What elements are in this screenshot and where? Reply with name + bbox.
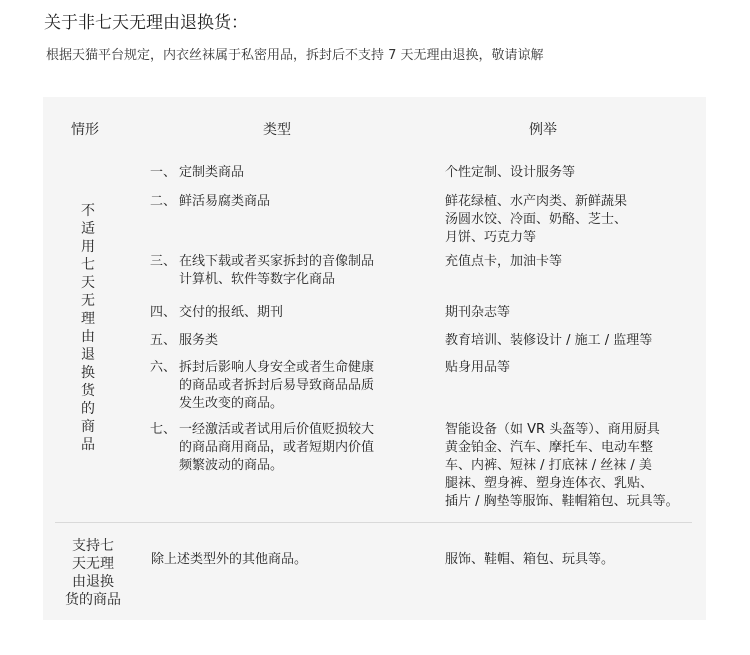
- row-type-line: 频繁波动的商品。: [179, 458, 284, 473]
- row-number: 五、: [150, 333, 177, 348]
- row-example-line: 月饼、巧克力等: [445, 230, 537, 245]
- row-type-line: 一经激活或者试用后价值贬损较大: [179, 422, 375, 437]
- row-example: [445, 421, 705, 511]
- row-type-line: 的商品或者拆封后易导致商品品质: [179, 378, 375, 393]
- row-example-line: 黄金铂金、汽车、摩托车、电动车整: [445, 440, 654, 455]
- row-number: 一、: [150, 165, 177, 180]
- row-type-line: 鲜活易腐类商品: [179, 194, 271, 209]
- group-label-char: 品: [81, 437, 95, 453]
- row-type-line: 计算机、软件等数字化商品: [179, 272, 336, 287]
- group2-label-line: 天无理: [72, 556, 114, 572]
- row-type-line: 服务类: [179, 333, 219, 348]
- row-example: [445, 253, 705, 271]
- group2-label-line: 货的商品: [65, 592, 121, 608]
- group2-example: 服饰、鞋帽、箱包、玩具等。: [445, 552, 615, 567]
- row-number: 二、: [150, 194, 177, 209]
- row-type-line: 交付的报纸、期刊: [179, 305, 284, 320]
- group-label-char: 货: [81, 383, 95, 399]
- header-example: 例举: [529, 122, 557, 138]
- group-label-char: 的: [81, 401, 95, 417]
- row-example-line: 车、内裤、短袜 / 打底袜 / 丝袜 / 美: [445, 458, 652, 473]
- row-example-line: 插片 / 胸垫等服饰、鞋帽箱包、玩具等。: [445, 494, 679, 509]
- row-type-line: 在线下载或者买家拆封的音像制品: [179, 254, 375, 269]
- group-label-char: 适: [81, 221, 95, 237]
- row-example: [445, 164, 705, 182]
- group2-type: 除上述类型外的其他商品。: [151, 552, 308, 567]
- policy-table: [43, 97, 706, 620]
- group-label-char: 七: [81, 257, 95, 273]
- row-type-line: 定制类商品: [179, 165, 245, 180]
- group-label-char: 无: [81, 293, 95, 309]
- row-number: 六、: [150, 360, 177, 375]
- row-example: [445, 193, 705, 247]
- row-example-line: 教育培训、装修设计 / 施工 / 监理等: [445, 333, 653, 348]
- row-type: [179, 332, 439, 350]
- row-example-line: 腿袜、塑身裤、塑身连体衣、乳贴、: [445, 476, 654, 491]
- group-label-char: 用: [81, 239, 95, 255]
- row-type-line: 的商品商用商品，或者短期内价值: [179, 440, 375, 455]
- group-label-char: 换: [81, 365, 95, 381]
- group-label-char: 不: [81, 203, 95, 219]
- row-number: 七、: [150, 422, 177, 437]
- divider: [55, 522, 692, 523]
- row-number: 四、: [150, 305, 177, 320]
- header-type: 类型: [263, 122, 291, 138]
- row-example-line: 充值点卡，加油卡等: [445, 254, 563, 269]
- group-label-char: 由: [81, 329, 95, 345]
- group-label-char: 天: [81, 275, 95, 291]
- row-type: [179, 164, 439, 182]
- page-title: 关于非七天无理由退换货：: [44, 13, 248, 33]
- group-label-supported: [57, 537, 129, 609]
- row-type-line: 发生改变的商品。: [179, 396, 284, 411]
- row-example-line: 期刊杂志等: [445, 305, 511, 320]
- row-example-line: 个性定制、设计服务等: [445, 165, 576, 180]
- policy-note: 根据天猫平台规定，内衣丝袜属于私密用品，拆封后不支持 7 天无理由退换，敬请谅解: [46, 48, 544, 63]
- row-example: [445, 304, 705, 322]
- row-example: [445, 332, 705, 350]
- header-situation: 情形: [71, 122, 99, 138]
- group-label-char: 商: [81, 419, 95, 435]
- row-example-line: 贴身用品等: [445, 360, 511, 375]
- group2-label-line: 支持七: [72, 538, 114, 554]
- group-label-not-applicable: [80, 202, 96, 454]
- row-type: [179, 304, 439, 322]
- row-example-line: 汤圆水饺、冷面、奶酪、芝士、: [445, 212, 628, 227]
- row-example-line: 鲜花绿植、水产肉类、新鲜蔬果: [445, 194, 628, 209]
- row-number: 三、: [150, 254, 177, 269]
- row-type: [179, 253, 439, 289]
- row-example-line: 智能设备（如 VR 头盔等）、商用厨具: [445, 422, 660, 437]
- group-label-char: 退: [81, 347, 95, 363]
- row-type: [179, 193, 439, 211]
- row-type: [179, 421, 439, 475]
- group2-label-line: 由退换: [72, 574, 114, 590]
- row-type-line: 拆封后影响人身安全或者生命健康: [179, 360, 375, 375]
- group-label-char: 理: [81, 311, 95, 327]
- row-example: [445, 359, 705, 377]
- row-type: [179, 359, 439, 413]
